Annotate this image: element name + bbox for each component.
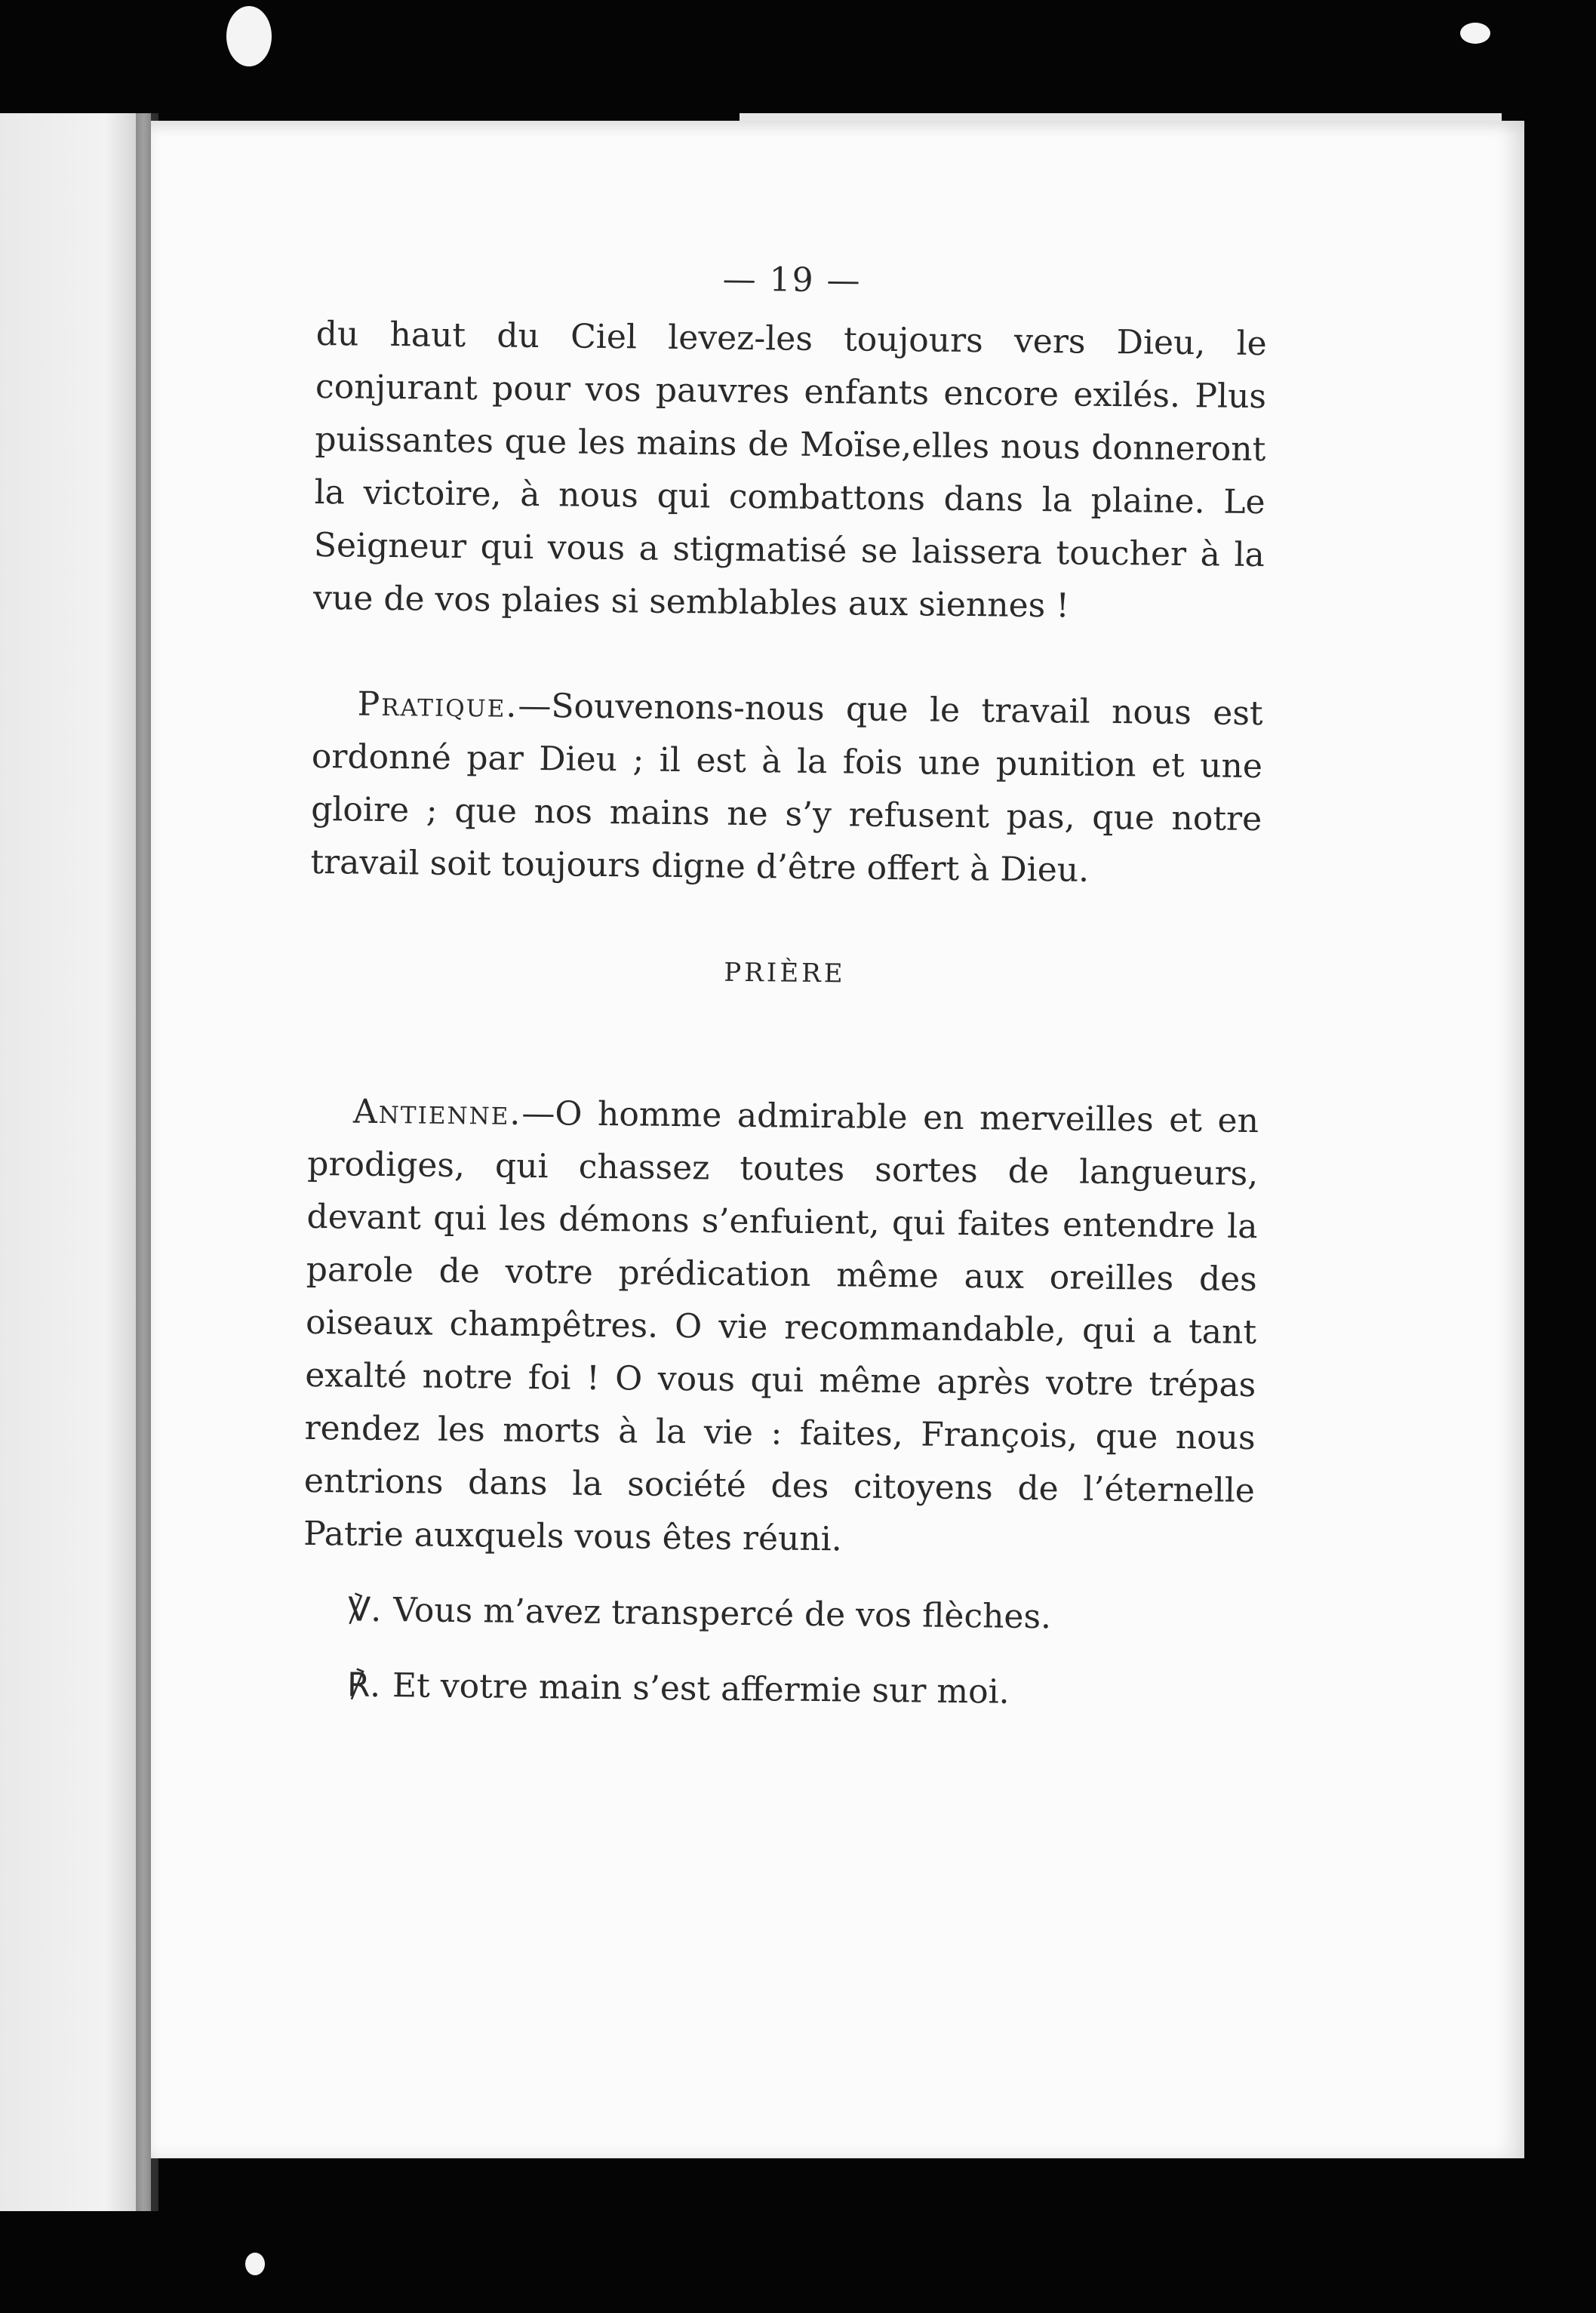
response-symbol: ℟.	[346, 1666, 381, 1705]
page-text	[301, 249, 1268, 1744]
paragraph-continuation: du haut du Ciel levez-les toujours vers Dieu, le conjurant pour vos pauvres enfants encore exilés. Plus puissantes que les mains de Moïse,elles nous donneront la victoire, à nous qui combattons dans la plaine. Le Seigneur qui vous a stigmatisé se laissera toucher à la vue de vos plaies si semblables aux siennes !	[312, 314, 1268, 626]
scan-speck	[226, 6, 272, 66]
left-page-edge	[0, 113, 151, 2211]
scan-speck	[1460, 23, 1490, 44]
pratique-paragraph	[310, 678, 1263, 899]
pratique-text: —Souvenons-nous que le travail nous est ordonné par Dieu ; il est à la fois une punition et une gloire ; que nos mains ne s’y refusent pas, que notre travail soit toujours digne d’être offert à Dieu.	[310, 686, 1263, 890]
response-text: Et votre main s’est affermie sur moi.	[392, 1666, 1010, 1712]
versicle-symbol: ℣.	[347, 1590, 382, 1629]
versicle-line	[348, 1584, 1254, 1647]
response-line	[347, 1659, 1253, 1722]
priere-heading: PRIÈRE	[724, 957, 846, 989]
page-number: — 19 —	[722, 260, 862, 300]
antienne-text: —O homme admirable en merveilles et en prodiges, qui chassez toutes sortes de langueurs, devant qui les démons s’enfuient, qui faites entendre la parole de votre prédication même aux oreilles des oiseaux champêtres. O vie recommandable, qui a tant exalté notre foi ! O vous qui même après votre trépas rendez les morts à la vie : faites, François, que nous entrions dans la société des citoyens de l’éternelle Patrie auxquels vous êtes réuni.	[303, 1093, 1259, 1559]
pratique-label: Pratique.	[357, 684, 518, 725]
scan-speck	[245, 2253, 265, 2275]
versicle-text: Vous m’avez transpercé de vos flèches.	[392, 1591, 1052, 1637]
antienne-paragraph	[303, 1085, 1259, 1570]
antienne-label: Antienne.	[352, 1092, 522, 1133]
